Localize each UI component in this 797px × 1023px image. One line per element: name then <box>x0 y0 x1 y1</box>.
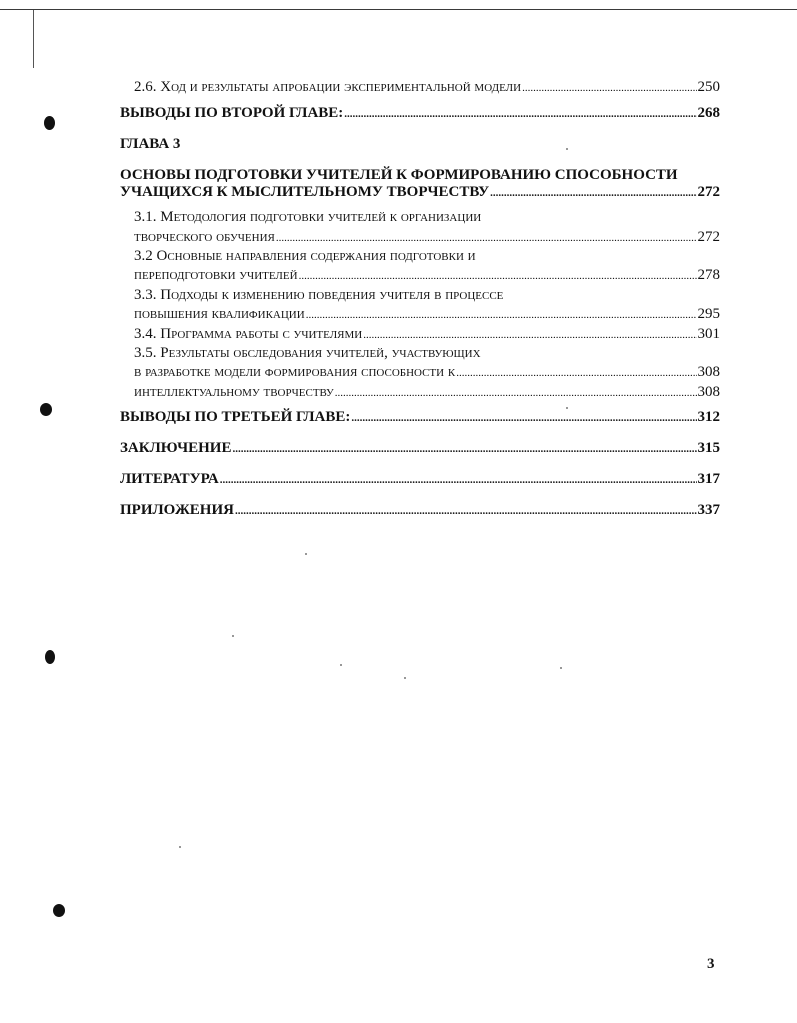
toc-entry-ch3-conclusions <box>120 408 720 427</box>
toc-page-number: 317 <box>697 471 720 487</box>
toc-entry-conclusion <box>120 439 720 458</box>
toc-entry-2-6 <box>134 78 720 97</box>
toc-entry-title: 3.4. Программа работы с учителями <box>134 326 363 342</box>
scan-speck <box>560 667 562 669</box>
toc-page-number: 272 <box>697 229 720 245</box>
dot-leader <box>220 470 697 490</box>
toc-entry-3-5-line-1: 3.5. Результаты обследования учителей, участвующих <box>134 345 481 361</box>
toc-entry-title: повышения квалификации <box>134 306 305 322</box>
dot-leader <box>344 104 696 124</box>
toc-entry-3-3 <box>134 305 720 324</box>
page-left-edge <box>33 10 34 68</box>
scan-speck <box>566 148 568 150</box>
chapter-3-label: ГЛАВА 3 <box>120 136 181 152</box>
toc-entry-3-3-line-1: 3.3. Подходы к изменению поведения учителя в процессе <box>134 287 504 303</box>
toc-page-number: 337 <box>697 502 720 518</box>
toc-page-number: 308 <box>697 384 720 400</box>
dot-leader <box>363 325 696 345</box>
toc-entry-3-4 <box>134 325 720 344</box>
dot-leader <box>335 383 697 403</box>
toc-entry-3-1-line-1: 3.1. Методология подготовки учителей к организации <box>134 209 482 225</box>
binder-hole-mark <box>40 403 52 416</box>
toc-page-number: 278 <box>697 267 720 283</box>
toc-entry-chapter-3-title <box>120 183 720 202</box>
toc-page-number: 268 <box>697 105 720 121</box>
dot-leader <box>235 501 697 521</box>
toc-entry-title: 2.6. Ход и результаты апробации экспериментальной модели <box>134 79 522 95</box>
toc-entry-3-5-line-2 <box>134 363 720 382</box>
toc-entry-ch2-conclusions <box>120 104 720 123</box>
scan-speck <box>305 553 307 555</box>
toc-entry-title: интеллектуальному творчеству <box>134 384 334 400</box>
toc-entry-3-5-line-3 <box>134 383 720 402</box>
toc-entry-3-2-line-1: 3.2 Основные направления содержания подготовки и <box>134 248 476 264</box>
toc-page-number: 315 <box>697 440 720 456</box>
toc-page-number: 272 <box>697 184 720 200</box>
toc-entry-title: в разработке модели формирования способности к <box>134 364 456 380</box>
scan-speck <box>404 677 406 679</box>
page-number: 3 <box>707 956 715 972</box>
toc-entry-appendices <box>120 501 720 520</box>
toc-entry-title: ВЫВОДЫ ПО ВТОРОЙ ГЛАВЕ: <box>120 105 344 121</box>
scan-speck <box>340 664 342 666</box>
dot-leader <box>351 408 696 428</box>
binder-hole-mark <box>45 650 55 664</box>
toc-entry-3-1 <box>134 228 720 247</box>
toc-entry-3-2 <box>134 266 720 285</box>
toc-entry-title: ЛИТЕРАТУРА <box>120 471 219 487</box>
binder-hole-mark <box>53 904 65 917</box>
binder-hole-mark <box>44 116 55 130</box>
scan-speck <box>232 635 234 637</box>
dot-leader <box>490 183 696 203</box>
toc-entry-title: переподготовки учителей <box>134 267 298 283</box>
dot-leader <box>306 305 697 325</box>
toc-page-number: 301 <box>697 326 720 342</box>
dot-leader <box>276 228 697 248</box>
chapter-3-title-line-1: ОСНОВЫ ПОДГОТОВКИ УЧИТЕЛЕЙ К ФОРМИРОВАНИЮ СПОСОБНОСТИ <box>120 167 678 183</box>
toc-page-number: 295 <box>697 306 720 322</box>
dot-leader <box>522 78 696 98</box>
toc-entry-title: ЗАКЛЮЧЕНИЕ <box>120 440 232 456</box>
toc-page-number: 308 <box>697 364 720 380</box>
dot-leader <box>456 363 696 383</box>
toc-entry-title: ПРИЛОЖЕНИЯ <box>120 502 234 518</box>
toc-page-number: 312 <box>697 409 720 425</box>
toc-entry-literature <box>120 470 720 489</box>
dot-leader <box>232 439 696 459</box>
toc-entry-title: творческого обучения <box>134 229 275 245</box>
dot-leader <box>299 266 697 286</box>
scan-speck <box>179 846 181 848</box>
page-top-edge <box>0 9 797 10</box>
toc-entry-title: УЧАЩИХСЯ К МЫСЛИТЕЛЬНОМУ ТВОРЧЕСТВУ <box>120 184 490 200</box>
toc-entry-title: ВЫВОДЫ ПО ТРЕТЬЕЙ ГЛАВЕ: <box>120 409 351 425</box>
toc-page-number: 250 <box>697 79 720 95</box>
